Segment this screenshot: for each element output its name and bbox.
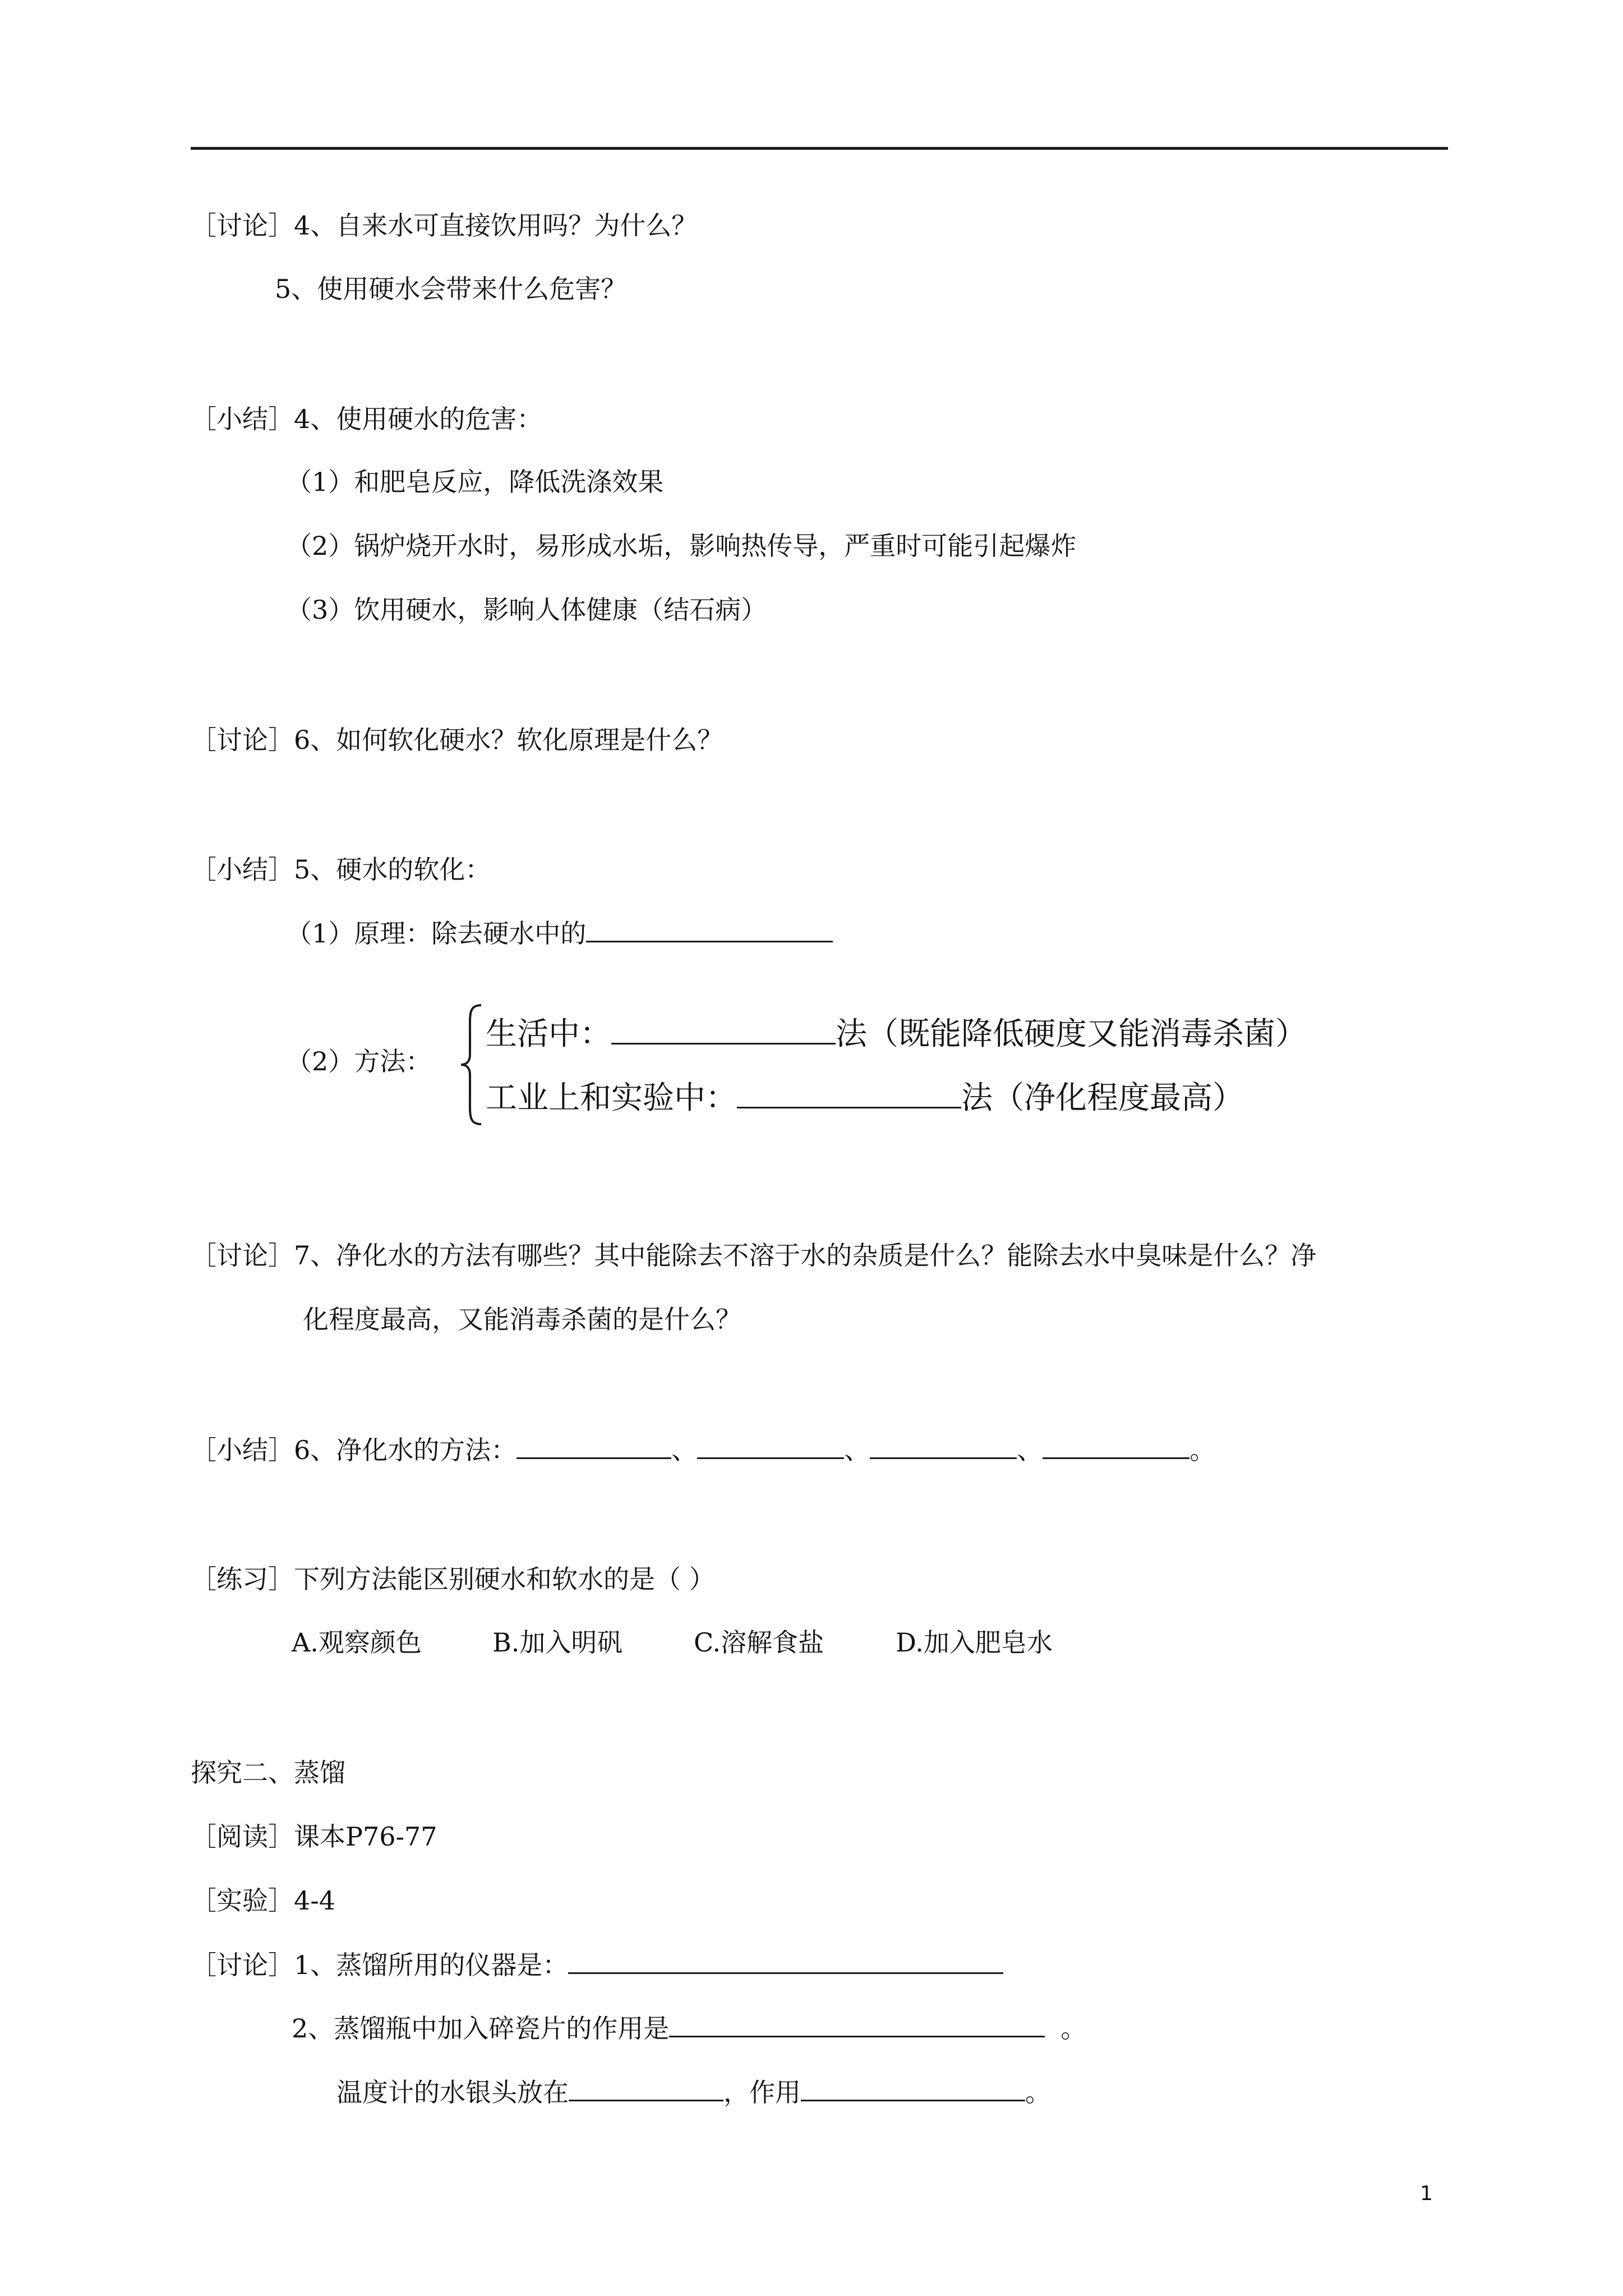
practice-option-b[interactable]: B.加入明矾: [492, 1627, 623, 1658]
practice-question: ［练习］下列方法能区别硬水和软水的是（ ）: [191, 1564, 715, 1594]
practice-option-a[interactable]: A.观察颜色: [292, 1627, 422, 1658]
thermometer-position-blank[interactable]: [569, 2075, 723, 2101]
principle-blank[interactable]: [586, 916, 833, 942]
separator: 、: [671, 1435, 698, 1465]
period: 。: [1061, 2013, 1087, 2044]
practice-option-d[interactable]: D.加入肥皂水: [896, 1627, 1053, 1658]
thermometer-purpose-blank[interactable]: [801, 2075, 1025, 2101]
explore-2-heading: 探究二、蒸馏: [191, 1757, 345, 1788]
distillation-discussion-2: [292, 2011, 1086, 2045]
distillation-q1-label: ［讨论］1、蒸馏所用的仪器是：: [191, 1950, 569, 1980]
practice-option-c[interactable]: C.溶解食盐: [694, 1627, 824, 1658]
discussion-4: ［讨论］4、自来水可直接饮用吗？为什么？: [191, 210, 698, 241]
discussion-6: ［讨论］6、如何软化硬水？软化原理是什么？: [191, 725, 723, 755]
summary-5-principle: [286, 916, 833, 950]
discussion-7-line-2: 化程度最高，又能消毒杀菌的是什么？: [303, 1304, 741, 1335]
distillation-discussion-1: [191, 1948, 1003, 1982]
summary-6: [191, 1433, 1215, 1467]
thermometer-label: 温度计的水银头放在: [336, 2077, 569, 2108]
page-number: 1: [1420, 2182, 1433, 2205]
summary-5-method-label: （2）方法：: [286, 1046, 432, 1076]
purify-blank-4[interactable]: [1043, 1433, 1189, 1459]
distillation-q2-label: 2、蒸馏瓶中加入碎瓷片的作用是: [292, 2013, 670, 2044]
discussion-5: 5、使用硬水会带来什么危害？: [275, 274, 627, 304]
discussion-7-line-1: ［讨论］7、净化水的方法有哪些？其中能除去不溶于水的杂质是什么？能除去水中臭味是什么？净: [191, 1240, 1317, 1271]
porcelain-purpose-blank[interactable]: [669, 2011, 1045, 2037]
reading-line: ［阅读］课本P76-77: [191, 1821, 437, 1852]
summary-5-title: ［小结］5、硬水的软化：: [191, 854, 491, 885]
thermometer-line: [336, 2075, 1051, 2109]
summary-6-label: ［小结］6、净化水的方法：: [191, 1435, 517, 1465]
method-daily-note: 法（既能降低硬度又能消毒杀菌）: [836, 1016, 1307, 1052]
method-daily-label: 生活中：: [486, 1016, 611, 1052]
summary-4-item-1: （1）和肥皂反应，降低洗涤效果: [286, 467, 664, 497]
method-industry-lab: [486, 1076, 1244, 1118]
purify-blank-1[interactable]: [517, 1433, 671, 1459]
left-brace-icon: [459, 1003, 487, 1126]
purify-blank-2[interactable]: [697, 1433, 844, 1459]
separator: 、: [1017, 1435, 1043, 1465]
summary-4-item-3: （3）饮用硬水，影响人体健康（结石病）: [286, 595, 767, 625]
method-industry-label: 工业上和实验中：: [486, 1080, 737, 1116]
purify-blank-3[interactable]: [870, 1433, 1017, 1459]
summary-4-item-2: （2）锅炉烧开水时，易形成水垢，影响热传导，严重时可能引起爆炸: [286, 531, 1077, 561]
experiment-line: ［实验］4-4: [191, 1885, 336, 1916]
method-industry-note: 法（净化程度最高）: [961, 1080, 1244, 1116]
thermometer-purpose-label: ，作用: [723, 2077, 801, 2108]
instruments-blank[interactable]: [568, 1948, 1003, 1974]
header-rule: [191, 147, 1448, 150]
separator: 、: [844, 1435, 870, 1465]
principle-label: （1）原理：除去硬水中的: [286, 918, 587, 949]
period: 。: [1189, 1435, 1216, 1465]
summary-4-title: ［小结］4、使用硬水的危害：: [191, 404, 543, 434]
method-daily-blank[interactable]: [611, 1013, 836, 1045]
period: 。: [1025, 2077, 1051, 2108]
method-daily-life: [486, 1013, 1307, 1054]
method-industry-blank[interactable]: [737, 1076, 961, 1108]
